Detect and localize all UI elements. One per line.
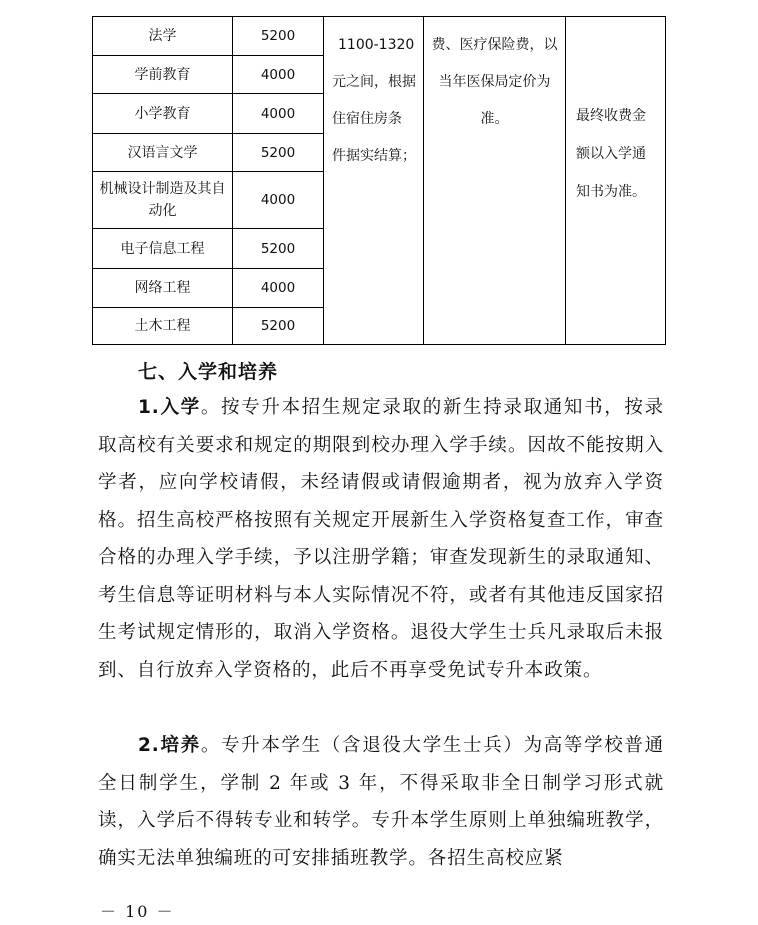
major-cell: 汉语言文学 (93, 134, 233, 172)
admission-title: 1.入学 (138, 397, 201, 418)
final-fee-note-cell (566, 17, 666, 345)
fee-cell: 4000 (233, 172, 324, 229)
admission-paragraph (98, 389, 664, 689)
major-cell: 土木工程 (93, 308, 233, 345)
lodging-line: 1100-1320 (338, 37, 415, 53)
table-row (93, 17, 666, 56)
major-cell: 小学教育 (93, 94, 233, 134)
section-heading: 七、入学和培养 (138, 361, 279, 383)
fee-cell: 5200 (233, 308, 324, 345)
lodging-fee-cell (324, 17, 424, 345)
page-number: － 10 － (100, 902, 175, 921)
insurance-line: 当年医保局定价为 (438, 74, 551, 90)
admission-text: 。按专升本招生规定录取的新生持录取通知书，按录取高校有关要求和规定的期限到校办理入学手续。因故不能按期入学者，应向学校请假，未经请假或请假逾期者，视为放弃入学资格。招生高校严格按照有关规定开展新生入学资格复查工作，审查合格的办理入学手续，予以注册学籍；审查发现新生的录取通知、考生信息等证明材料与本人实际情况不符，或者有其他违反国家招生考试规定情形的，取消入学资格。退役大学生士兵凡录取后未报到、自行放弃入学资格的，此后不再享受免试专升本政策。 (98, 397, 664, 681)
insurance-fee-cell (424, 17, 566, 345)
major-cell: 网络工程 (93, 269, 233, 308)
insurance-line: 费、医疗保险费，以 (431, 37, 558, 53)
fee-cell: 5200 (233, 229, 324, 269)
insurance-line: 准。 (480, 111, 509, 127)
lodging-line: 元之间，根据 (332, 74, 416, 90)
training-paragraph (98, 727, 664, 877)
fee-cell: 5200 (233, 134, 324, 172)
final-note-line: 最终收费金 (576, 108, 646, 124)
major-cell: 电子信息工程 (93, 229, 233, 269)
lodging-line: 住宿住房条 (332, 111, 402, 127)
training-text: 。专升本学生（含退役大学生士兵）为高等学校普通全日制学生，学制 2 年或 3 年，不得采取非全日制学习形式就读，入学后不得转专业和转学。专升本学生原则上单独编班教学，确实无法单独编班的可安排插班教学。各招生高校应紧 (98, 735, 664, 869)
fee-cell: 4000 (233, 94, 324, 134)
major-cell: 学前教育 (93, 56, 233, 94)
lodging-line: 件据实结算； (332, 148, 416, 164)
major-cell: 法学 (93, 17, 233, 56)
fee-table (92, 16, 666, 345)
fee-cell: 5200 (233, 17, 324, 56)
major-cell: 机械设计制造及其自动化 (93, 172, 233, 229)
fee-cell: 4000 (233, 56, 324, 94)
final-note-line: 额以入学通 (576, 146, 646, 162)
fee-cell: 4000 (233, 269, 324, 308)
training-title: 2.培养 (138, 735, 201, 756)
final-note-line: 知书为准。 (576, 184, 646, 200)
